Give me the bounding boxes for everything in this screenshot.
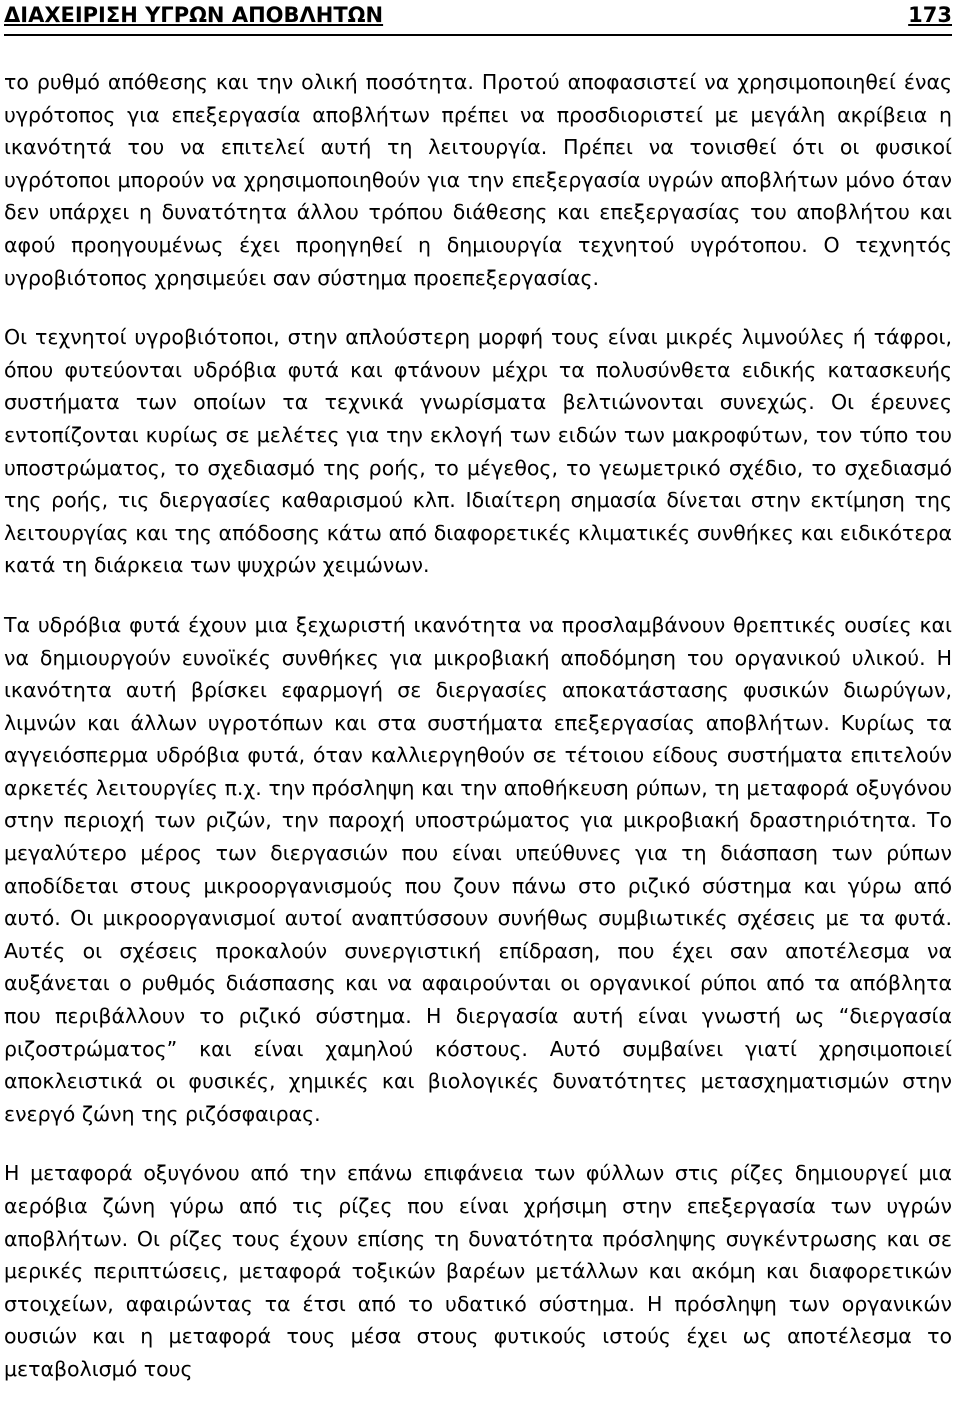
- paragraph-1: το ρυθμό απόθεσης και την ολική ποσότητα. Προτού αποφασιστεί να χρησιμοποιηθεί ένας υγρότοπος για επεξεργασία αποβλήτων πρέπει να προσδιοριστεί με μεγάλη ακρίβεια η ικανότητά του να επιτελεί αυτή τη λειτουργία. Πρέπει να τονισθεί ότι οι φυσικοί υγρότοποι μπορούν να χρησιμοποιηθούν για την επεξεργασία υγρών αποβλήτων μόνο όταν δεν υπάρχει η δυνατότητα άλλου τρόπου διάθεσης και επεξεργασίας του αποβλήτου και αφού προηγουμένως έχει προηγηθεί η δημιουργία τεχνητού υγρότοπου. Ο τεχνητός υγροβιότοπος χρησιμεύει σαν σύστημα προεπεξεργασίας.: [4, 70, 952, 290]
- page-number: 173: [908, 3, 952, 27]
- running-title: ΔΙΑΧΕΙΡΙΣΗ ΥΓΡΩΝ ΑΠΟΒΛΗΤΩΝ: [4, 3, 384, 27]
- document-body: [4, 66, 952, 1386]
- paragraph-4: Η μεταφορά οξυγόνου από την επάνω επιφάνεια των φύλλων στις ρίζες δημιουργεί μια αερόβια ζώνη γύρω από τις ρίζες που είναι χρήσιμη στην επεξεργασία των υγρών αποβλήτων. Οι ρίζες τους έχουν επίσης τη δυνατότητα πρόσληψης συγκέντρωσης και σε μερικές περιπτώσεις, μεταφορά τοξικών βαρέων μετάλλων και ακόμη και διαφορετικών στοιχείων, αφαιρώντας τα έτσι από το υδατικό σύστημα. Η πρόσληψη των οργανικών ουσιών και η μεταφορά τους μέσα στους φυτικούς ιστούς έχει ως αποτέλεσμα το μεταβολισμό τους: [4, 1161, 952, 1381]
- document-page: [4, 0, 952, 1413]
- paragraph-2: Οι τεχνητοί υγροβιότοποι, στην απλούστερη μορφή τους είναι μικρές λιμνούλες ή τάφροι, όπου φυτεύονται υδρόβια φυτά και φτάνουν μέχρι τα πολυσύνθετα ειδικής κατασκευής συστήματα των οποίων τα τεχνικά γνωρίσματα βελτιώνονται συνεχώς. Οι έρευνες εντοπίζονται κυρίως σε μελέτες για την εκλογή των ειδών των μακροφύτων, τον τύπο του υποστρώματος, το σχεδιασμό της ροής, το μέγεθος, το γεωμετρικό σχέδιο, το σχεδιασμό της ροής, τις διεργασίες καθαρισμού κλπ. Ιδιαίτερη σημασία δίνεται στην εκτίμηση της λειτουργίας και της απόδοσης κάτω από διαφορετικές κλιματικές συνθήκες και ειδικότερα κατά τη διάρκεια των ψυχρών χειμώνων.: [4, 325, 952, 578]
- page-header: [4, 0, 952, 36]
- paragraph-3: Τα υδρόβια φυτά έχουν μια ξεχωριστή ικανότητα να προσλαμβάνουν θρεπτικές ουσίες και να δημιουργούν ευνοϊκές συνθήκες για μικροβιακή αποδόμηση του οργανικού υλικού. Η ικανότητα αυτή βρίσκει εφαρμογή σε διεργασίες αποκατάστασης φυσικών διωρύγων, λιμνών και άλλων υγροτόπων και στα συστήματα επεξεργασίας αποβλήτων. Κυρίως τα αγγειόσπερμα υδρόβια φυτά, όταν καλλιεργηθούν σε τέτοιου είδους συστήματα επιτελούν αρκετές λειτουργίες π.χ. την πρόσληψη και την αποθήκευση ρύπων, τη μεταφορά οξυγόνου στην περιοχή των ριζών, την παροχή υποστρώματος για μικροβιακή δραστηριότητα. Το μεγαλύτερο μέρος των διεργασιών που είναι υπεύθυνες για τη διάσπαση των ρύπων αποδίδεται στους μικροοργανισμούς που ζουν πάνω στο ριζικό σύστημα και γύρω από αυτό. Οι μικροοργανισμοί αυτοί αναπτύσσουν συνήθως συμβιωτικές σχέσεις με τα φυτά. Αυτές οι σχέσεις προκαλούν συνεργιστική επίδραση, που έχει σαν αποτέλεσμα να αυξάνεται ο ρυθμός διάσπασης και να αφαιρούνται οι οργανικοί ρύποι από τα απόβλητα που περιβάλλουν το ριζικό σύστημα. Η διεργασία αυτή είναι γνωστή ως “διεργασία ριζοστρώματος” και είναι χαμηλού κόστους. Αυτό συμβαίνει γιατί χρησιμοποιεί αποκλειστικά οι φυσικές, χημικές και βιολογικές δυνατότητες μετασχηματισμών στην ενεργό ζώνη της ριζόσφαιρας.: [4, 612, 952, 1126]
